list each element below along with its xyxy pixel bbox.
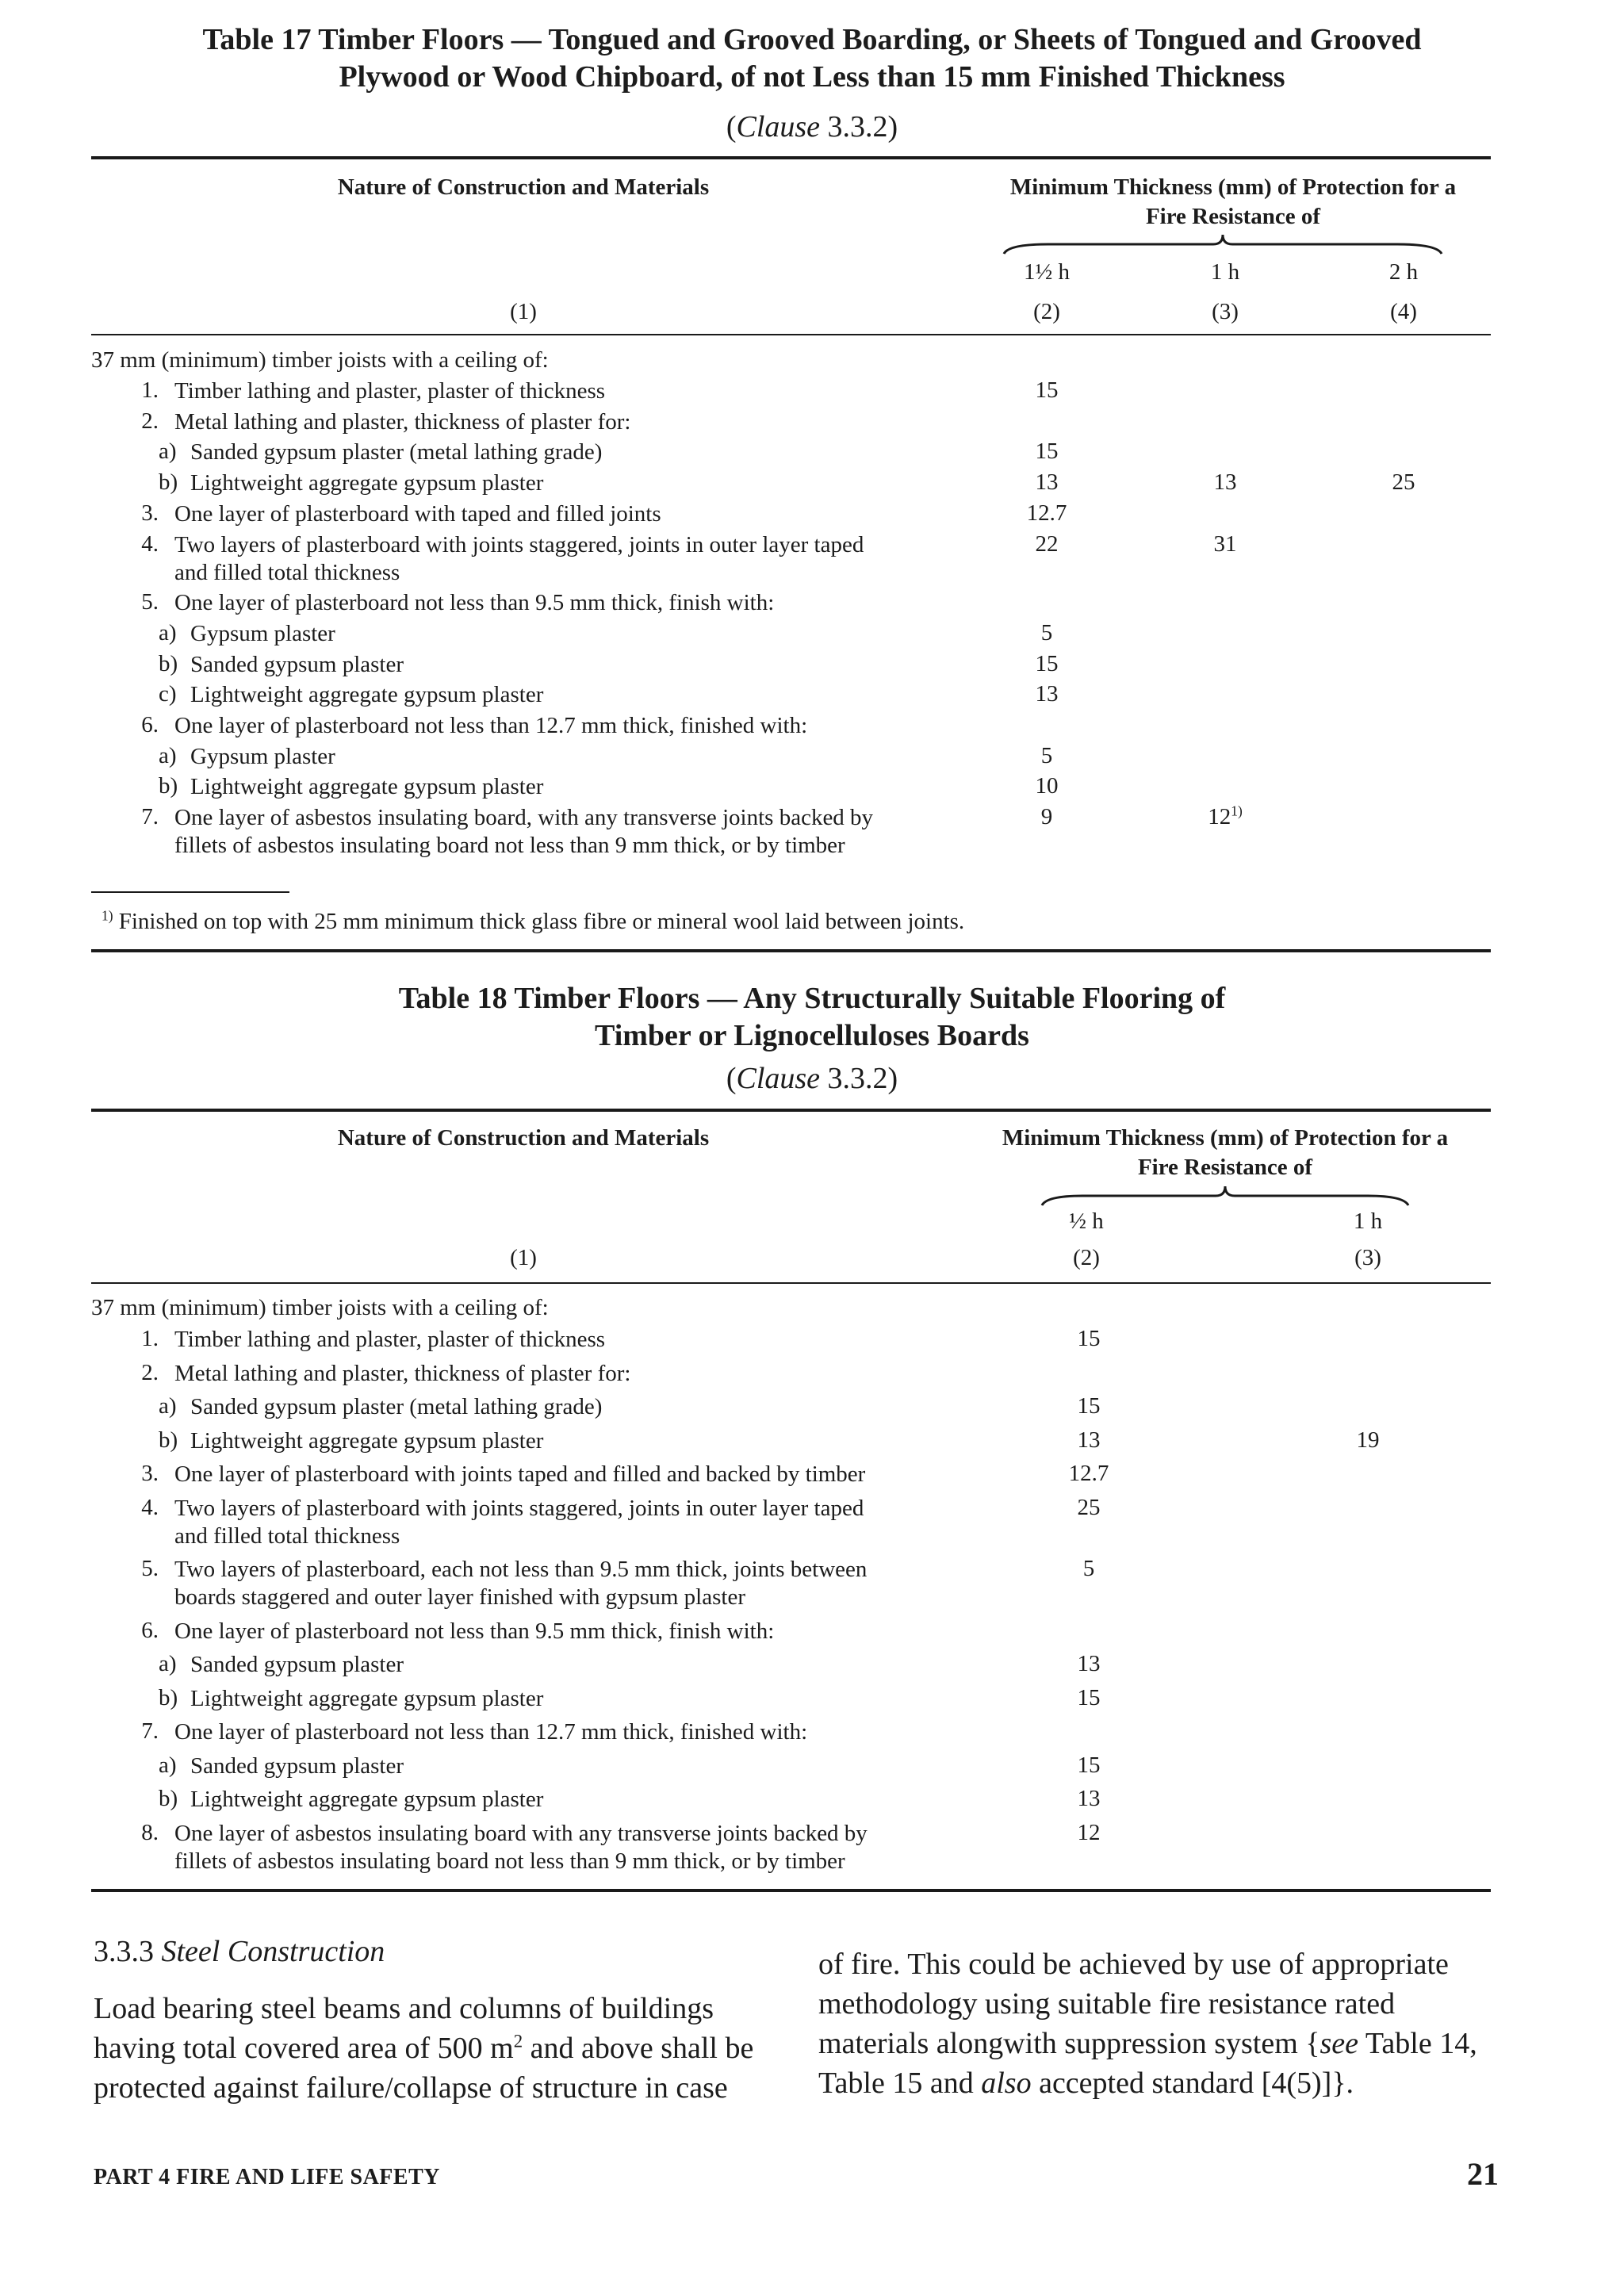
row-number: 7. (141, 1718, 159, 1744)
page-number: 21 (1467, 2156, 1499, 2192)
row-text-line: Timber lathing and plaster, plaster of thickness (174, 1327, 606, 1352)
row-text-line: and filled total thickness (174, 559, 400, 585)
row-text (174, 1461, 865, 1488)
row-value-col2 (1015, 531, 1078, 557)
row-value-col2 (1015, 620, 1078, 646)
value-text: 13 (1077, 1651, 1101, 1676)
row-number: 6. (141, 1617, 159, 1643)
row-number: 5. (141, 1556, 159, 1581)
table17-colnum-3: (3) (1212, 299, 1239, 324)
row-text (174, 1556, 867, 1611)
row-text (174, 500, 661, 528)
row-number: c) (159, 681, 177, 707)
value-text: 9 (1040, 804, 1053, 830)
row-text-line: One layer of plasterboard not less than 9.5 mm thick, finish with: (174, 1618, 775, 1644)
row-value-col2 (1015, 681, 1078, 707)
row-text (174, 408, 630, 436)
row-value-col3 (1193, 531, 1257, 557)
value-text: 5 (1040, 742, 1053, 768)
row-text (174, 1360, 630, 1388)
table18-title (79, 980, 1545, 1055)
row-number: b) (159, 1684, 178, 1710)
row-text (190, 1393, 602, 1421)
row-text-line: and filled total thickness (174, 1523, 400, 1549)
value-text: 10 (1035, 773, 1059, 799)
row-text-line: Sanded gypsum plaster (190, 651, 404, 677)
table18-colnum-2: (2) (1073, 1245, 1100, 1270)
row-text (174, 712, 807, 740)
table17-colnum-4: (4) (1390, 299, 1417, 324)
row-number: 8. (141, 1819, 159, 1845)
row-number: b) (159, 469, 178, 496)
section-col2-line: Table 15 and also accepted standard [4(5)]}. (818, 2067, 1354, 2100)
section-col2-line: of fire. This could be achieved by use of appropriate (818, 1948, 1449, 1981)
table18-col-group-header (952, 1124, 1499, 1182)
row-number: 3. (141, 1461, 159, 1486)
value-text: 15 (1077, 1684, 1101, 1710)
row-text-line: One layer of plasterboard with joints taped and filled and backed by timber (174, 1461, 866, 1487)
row-number: 1. (141, 1326, 159, 1351)
table18-colnum-3: (3) (1354, 1245, 1381, 1270)
value-text: 5 (1082, 1556, 1095, 1581)
section-col1-line: protected against failure/collapse of structure in case (94, 2071, 728, 2105)
table18-subheader-1: ½ h (1069, 1209, 1104, 1234)
value-text: 15 (1035, 439, 1059, 465)
row-text-line: fillets of asbestos insulating board not less than 9 mm thick, or by timber (174, 833, 845, 859)
row-text-line: Timber lathing and plaster, plaster of thickness (174, 378, 606, 404)
value-text: 31 (1213, 531, 1237, 557)
value-text: 13 (1077, 1786, 1101, 1811)
row-text-line: One layer of plasterboard not less than 9.5 mm thick, finish with: (174, 590, 775, 616)
row-value-col3 (1336, 1427, 1400, 1454)
row-text (174, 1326, 605, 1354)
table17-title-line2: Plywood or Wood Chipboard, of not Less than 15 mm Finished Thickness (339, 60, 1285, 94)
row-value-col2 (1015, 804, 1078, 830)
clause-label: Clause (736, 110, 821, 144)
row-text-line: Gypsum plaster (190, 743, 335, 769)
table18-col1-header: Nature of Construction and Materials (337, 1125, 710, 1151)
table17-colnum-2: (2) (1033, 299, 1060, 324)
row-value-col2 (1057, 1752, 1120, 1779)
area-text-suffix: and above shall be (523, 2032, 754, 2065)
row-text (190, 773, 543, 801)
row-text (174, 1718, 807, 1746)
table18-intro-text: 37 mm (minimum) timber joists with a ceiling of: (91, 1295, 549, 1320)
table18-colnum-1: (1) (510, 1245, 537, 1270)
table18-col-group-line2: Fire Resistance of (1137, 1155, 1313, 1180)
row-text-line: Sanded gypsum plaster (190, 1752, 404, 1779)
row-text (190, 1427, 543, 1455)
row-text (174, 1618, 774, 1645)
row-text (174, 589, 774, 617)
table17-subheader-1: 1½ h (1024, 259, 1070, 285)
section-col2-line: materials alongwith suppression system {see Table 14, (818, 2027, 1477, 2060)
row-text (174, 804, 873, 860)
footnote-ref: 1) (1231, 802, 1243, 819)
row-text (174, 1820, 868, 1875)
row-value-col2 (1057, 1556, 1120, 1582)
value-text: 25 (1392, 469, 1415, 496)
section-title: Steel Construction (161, 1935, 385, 1968)
row-text (190, 1786, 543, 1814)
row-text (174, 1495, 864, 1550)
row-number: 6. (141, 712, 159, 737)
table17-col-group-line2: Fire Resistance of (1145, 204, 1321, 229)
row-text-line: One layer of plasterboard not less than 12.7 mm thick, finished with: (174, 713, 808, 738)
row-number: a) (159, 619, 177, 645)
row-number: 1. (141, 377, 159, 403)
row-text (190, 1685, 543, 1713)
value-text: 13 (1213, 469, 1237, 496)
value-text: 19 (1356, 1427, 1380, 1453)
row-text (190, 469, 543, 497)
row-number: 4. (141, 1494, 159, 1520)
value-text: 12.7 (1068, 1461, 1109, 1486)
footnote-mark: 1) (102, 907, 113, 924)
row-number: a) (159, 742, 177, 768)
row-number: 4. (141, 531, 159, 557)
row-number: 3. (141, 500, 159, 526)
value-text: 12.7 (1026, 500, 1067, 526)
table17-top-rule (91, 156, 1491, 159)
table17-header-brace (1001, 230, 1445, 259)
row-text (190, 681, 543, 709)
row-value-col2 (1057, 1786, 1120, 1812)
row-text-line: Sanded gypsum plaster (metal lathing grade) (190, 1394, 603, 1419)
table18-subheader-2: 1 h (1353, 1209, 1383, 1234)
row-number: 2. (141, 1359, 159, 1385)
row-value-col2 (1057, 1651, 1120, 1677)
table17-subheader-3: 2 h (1388, 259, 1419, 285)
row-text-line: One layer of asbestos insulating board with any transverse joints backed by (174, 1820, 868, 1846)
table17-title-line1: Table 17 Timber Floors — Tongued and Grooved Boarding, or Sheets of Tongued and Grooved (202, 23, 1422, 56)
row-number: 5. (141, 589, 159, 615)
row-text (190, 743, 335, 771)
value-text: 13 (1035, 681, 1059, 707)
row-value-col4 (1372, 469, 1435, 496)
table18-col-group-line1: Minimum Thickness (mm) of Protection for a (1002, 1125, 1449, 1151)
table18-top-rule (91, 1109, 1491, 1112)
row-value-col2 (1015, 651, 1078, 677)
table17-title (79, 21, 1545, 96)
row-text-line: Two layers of plasterboard with joints staggered, joints in outer layer taped (174, 1495, 864, 1521)
value-text: 13 (1035, 469, 1059, 496)
table18-bottom-rule (91, 1889, 1491, 1892)
row-text-line: Lightweight aggregate gypsum plaster (190, 774, 544, 800)
row-text (190, 620, 335, 648)
table17-col1-header: Nature of Construction and Materials (337, 174, 710, 200)
section-col2 (818, 1944, 1496, 2103)
row-number: a) (159, 439, 177, 465)
area-text-prefix: having total covered area of 500 m (94, 2032, 514, 2065)
row-value-col2 (1057, 1326, 1120, 1352)
row-text (190, 1651, 404, 1679)
row-number: a) (159, 1651, 177, 1676)
value-text: 15 (1035, 650, 1059, 676)
row-text-line: Lightweight aggregate gypsum plaster (190, 682, 544, 708)
row-text-line: Sanded gypsum plaster (190, 1652, 404, 1677)
row-number: b) (159, 773, 178, 799)
value-text: 22 (1035, 531, 1059, 557)
table18-header-rule (91, 1282, 1491, 1284)
row-text-line: Lightweight aggregate gypsum plaster (190, 1427, 544, 1454)
value-text: 5 (1040, 619, 1053, 645)
row-text-line: Two layers of plasterboard, each not less than 9.5 mm thick, joints between (174, 1557, 868, 1582)
row-value-col2 (1057, 1495, 1120, 1521)
section-col1-line: Load bearing steel beams and columns of buildings (94, 1992, 714, 2025)
row-number: b) (159, 1427, 178, 1453)
table17-clause: (Clause 3.3.2) (726, 110, 898, 144)
clause-number: 3.3.2 (827, 110, 888, 144)
row-text-line: Lightweight aggregate gypsum plaster (190, 1787, 544, 1812)
table18-clause: (Clause 3.3.2) (726, 1062, 898, 1095)
row-text (190, 651, 404, 679)
row-value-col2 (1057, 1820, 1120, 1846)
row-text-line: One layer of plasterboard not less than 12.7 mm thick, finished with: (174, 1719, 808, 1745)
row-number: b) (159, 1786, 178, 1811)
footer-part-label: PART 4 FIRE AND LIFE SAFETY (94, 2165, 440, 2189)
table17-subheader-2: 1 h (1210, 259, 1240, 285)
row-number: a) (159, 1752, 177, 1778)
table17-bottom-rule (91, 949, 1491, 952)
value-text: 12 (1208, 804, 1231, 830)
row-text-line: Sanded gypsum plaster (metal lathing grade) (190, 439, 603, 465)
row-number: 2. (141, 408, 159, 434)
row-text-line: boards staggered and outer layer finished with gypsum plaster (174, 1584, 745, 1610)
row-text-line: fillets of asbestos insulating board not less than 9 mm thick, or by timber (174, 1848, 845, 1874)
clause-number: 3.3.2 (827, 1062, 888, 1095)
table17-col-group-header (959, 173, 1507, 232)
section-col1 (94, 1989, 768, 2108)
row-value-col2 (1015, 743, 1078, 769)
row-value-col2 (1015, 377, 1078, 404)
row-value-col2 (1015, 500, 1078, 527)
row-text-line: Lightweight aggregate gypsum plaster (190, 470, 544, 496)
row-number: 7. (141, 804, 159, 830)
table17-footnote-rule (91, 891, 289, 893)
row-number: a) (159, 1393, 177, 1419)
row-number: b) (159, 650, 178, 676)
table18-title-line1: Table 18 Timber Floors — Any Structurally Suitable Flooring of (398, 982, 1226, 1015)
value-text: 13 (1077, 1427, 1101, 1453)
row-value-col2 (1015, 773, 1078, 799)
table17-header-rule (91, 334, 1491, 335)
row-value-col2 (1057, 1393, 1120, 1419)
row-value-col2 (1057, 1427, 1120, 1454)
table17-col-group-line1: Minimum Thickness (mm) of Protection for a (1009, 174, 1457, 200)
value-text: 15 (1077, 1393, 1101, 1419)
row-text-line: Metal lathing and plaster, thickness of plaster for: (174, 1360, 631, 1386)
row-text (190, 439, 602, 466)
row-value-col2 (1015, 469, 1078, 496)
section-col2-line: methodology using suitable fire resistance rated (818, 1987, 1396, 2021)
value-text: 15 (1077, 1752, 1101, 1778)
row-text-line: One layer of asbestos insulating board, with any transverse joints backed by (174, 805, 874, 831)
row-text-line: Lightweight aggregate gypsum plaster (190, 1685, 544, 1711)
row-text (174, 377, 605, 405)
row-value-col2 (1015, 439, 1078, 465)
table18-title-line2: Timber or Lignocelluloses Boards (595, 1019, 1029, 1052)
clause-label: Clause (736, 1062, 821, 1095)
row-value-col3 (1193, 804, 1257, 830)
section-number: 3.3.3 (94, 1935, 154, 1968)
table17-intro-text: 37 mm (minimum) timber joists with a ceiling of: (91, 347, 549, 373)
value-text: 15 (1077, 1326, 1101, 1351)
table17-colnum-1: (1) (510, 299, 537, 324)
row-value-col2 (1057, 1685, 1120, 1711)
row-value-col3 (1193, 469, 1257, 496)
row-text-line: Metal lathing and plaster, thickness of plaster for: (174, 408, 631, 435)
value-text: 25 (1077, 1494, 1101, 1520)
row-text-line: Two layers of plasterboard with joints staggered, joints in outer layer taped (174, 531, 864, 557)
section-col1-line (94, 2028, 768, 2068)
section-heading (94, 1932, 768, 1971)
row-value-col2 (1057, 1461, 1120, 1487)
area-superscript: 2 (513, 2031, 523, 2051)
row-text-line: One layer of plasterboard with taped and filled joints (174, 500, 661, 527)
value-text: 12 (1077, 1819, 1101, 1845)
footnote-text: Finished on top with 25 mm minimum thick glass fibre or mineral wool laid between joints. (118, 909, 965, 934)
row-text-line: Gypsum plaster (190, 620, 335, 646)
value-text: 15 (1035, 377, 1059, 403)
row-text (190, 1752, 404, 1780)
table18-header-brace (1039, 1182, 1411, 1210)
row-text (174, 531, 864, 587)
